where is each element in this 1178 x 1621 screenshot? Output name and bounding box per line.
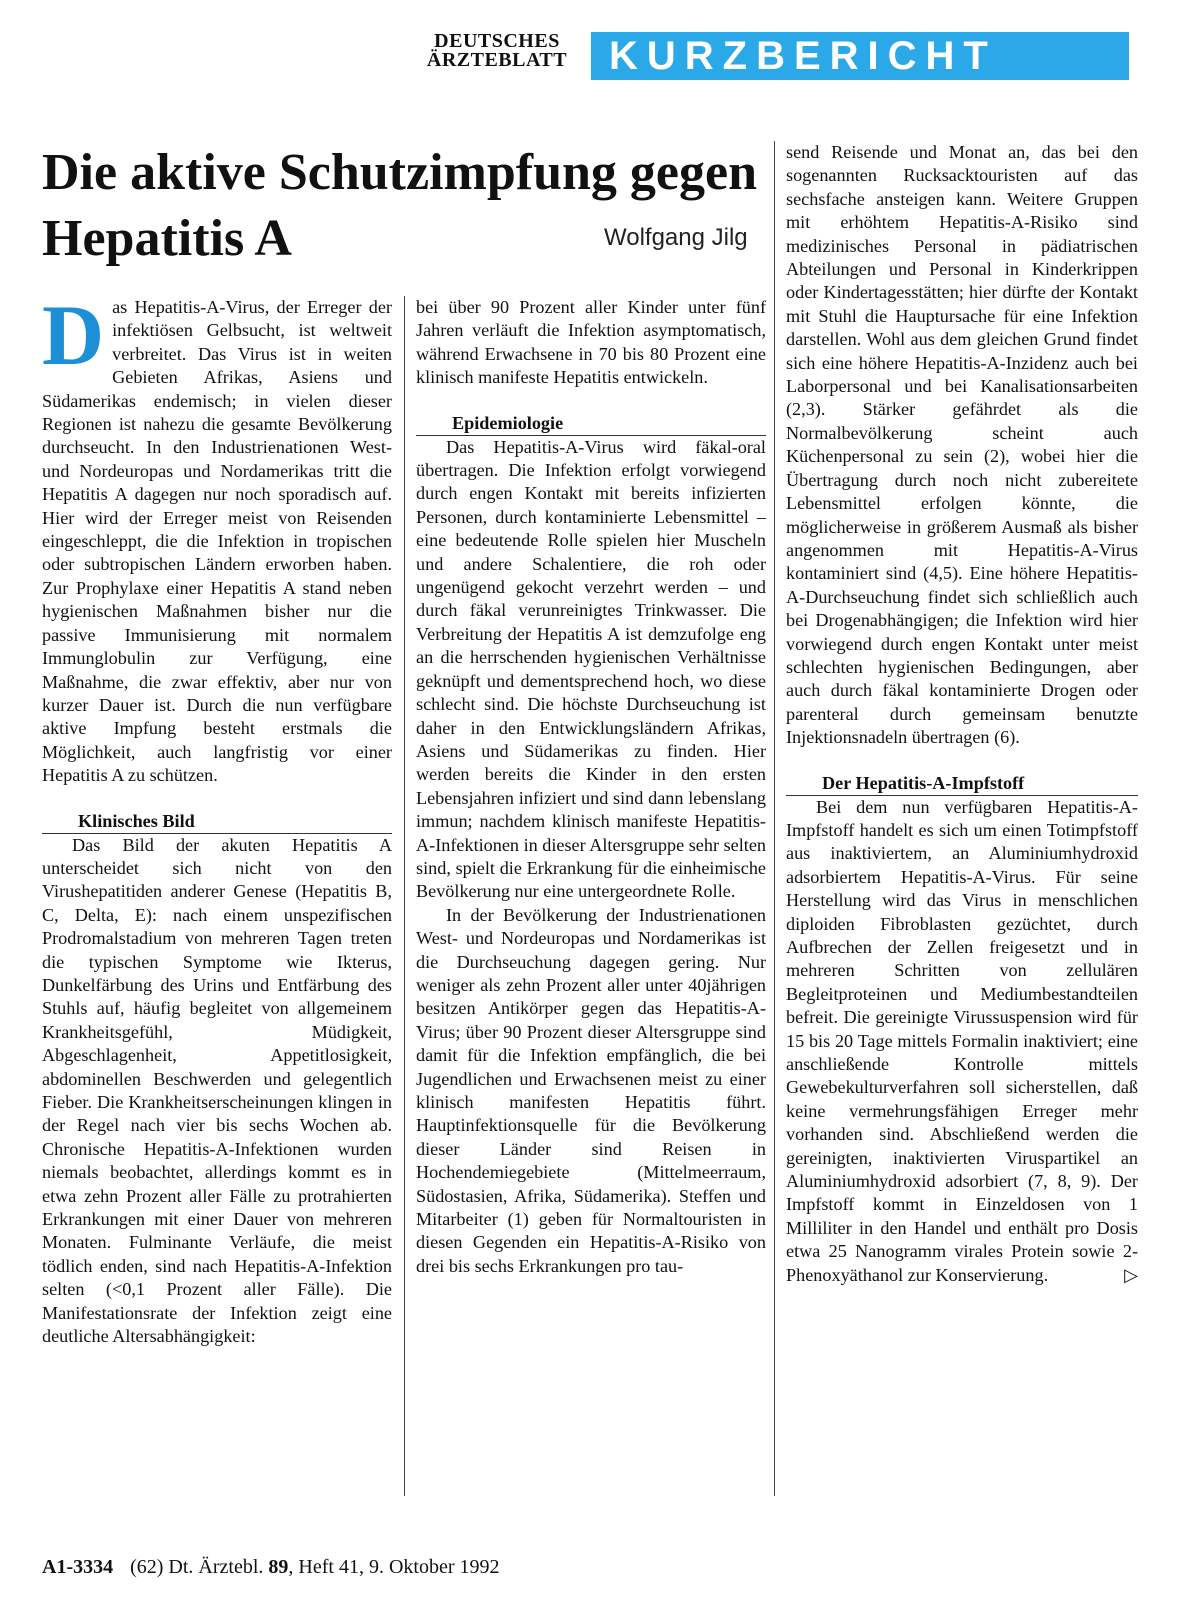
body-paragraph: send Reisende und Monat an, das bei den sogenannten Rucksacktouristen auf das sechsfache ansteigen kann. Weitere Gruppen mit erhöhtem Hepatitis-A-Risiko sind medizinisches Personal in pädiatrischen Abteilungen und Personal in Kinderkrippen oder Kindertagesstätten; hier dürfte der Kontakt mit Stuhl die Hauptursache für eine Infektion darstellen. Wohl aus dem gleichen Grund findet sich eine höhere Hepatitis-A-Inzidenz auch bei Laborpersonal und bei Kanalisationsarbeiten (2,3). Stärker gefährdet als die Normalbevölkerung scheint auch Küchenpersonal zu sein (2), wobei hier die Übertragung durch noch nicht zubereitete Lebensmittel erfolgen könnte, die möglicherweise in größerem Ausmaß als bisher angenommen mit Hepatitis-A-Virus kontaminiert sind (4,5). Eine höhere Hepatitis-A-Durchseuchung findet sich schließlich auch bei Drogenabhängigen; die Infektion wird hier vorwiegend durch engen Kontakt unter meist schlechten hygienischen Bedingungen, aber auch durch fäkal kontaminierte Drogen oder parenteral durch gemeinsam benutzte Injektionsnadeln übertragen (6). (786, 142, 1138, 748)
article-column-1 (42, 287, 392, 1348)
citation-suffix: , Heft 41, 9. Oktober 1992 (288, 1556, 500, 1578)
section-banner: KURZBERICHT (591, 32, 1129, 80)
continue-arrow-icon: ▷ (1124, 1264, 1138, 1286)
body-text: Bei dem nun verfügbaren Hepatitis-A-Impfstoff handelt es sich um einen Totimpfstoff aus inaktiviertem, an Aluminiumhydroxid adsorbiertem Hepatitis-A-Virus. Für seine Herstellung wird das Virus in menschlichen diploiden Fibroblasten gezüchtet, durch Aufbrechen der Zellen freigesetzt und in mehreren Schritten von zellulären Begleitproteinen und Mediumbestandteilen befreit. Die gereinigte Virussuspension wird für 15 bis 20 Tage mittels Formalin inaktiviert; eine anschließende Kontrolle mittels Gewebekulturverfahren soll sicherstellen, daß keine vermehrungsfähigen Erreger mehr vorhanden sind. Abschließend werden die gereinigten, inaktivierten Viruspartikel an Aluminiumhydroxid adsorbiert (7, 8, 9). Der Impfstoff kommt in Einzeldosen von 1 Milliliter in den Handel und enthält pro Dosis etwa 25 Nanogramm virales Protein sowie 2-Phenoxyäthanol zur Konservierung. (786, 796, 1138, 1285)
body-paragraph: bei über 90 Prozent aller Kinder unter fünf Jahren verläuft die Infektion asymptomatisch, während Erwachsene in 70 bis 80 Prozent eine klinisch manifeste Hepatitis entwickeln. (416, 297, 766, 388)
citation-prefix: (62) Dt. Ärztebl. (130, 1556, 264, 1578)
journal-name (411, 32, 583, 70)
page-footer (42, 1556, 499, 1579)
section-heading-clinical: Klinisches Bild (42, 810, 392, 834)
article-column-2 (416, 296, 766, 1278)
section-heading-vaccine: Der Hepatitis-A-Impfstoff (786, 772, 1138, 796)
section-heading-epidemiology: Epidemiologie (416, 412, 766, 436)
article-title: Die aktive Schutzimpfung gegen Hepatitis A (42, 144, 757, 267)
body-paragraph: Das Bild der akuten Hepatitis A unterscheidet sich nicht von den Virushepatitiden anderer Genese (Hepatitis B, C, Delta, E): nach einem unspezifischen Prodromalstadium von mehreren Tagen treten die typischen Symptome wie Ikterus, Dunkelfärbung des Urins und Entfärbung des Stuhls auf, häufig begleitet von allgemeinem Krankheitsgefühl, Müdigkeit, Abgeschlagenheit, Appetitlosigkeit, abdominellen Beschwerden und gelegentlich Fieber. Die Krankheitserscheinungen klingen in der Regel nach vier bis sechs Wochen ab. Chronische Hepatitis-A-Infektionen wurden niemals beobachtet, allerdings kommt es in etwa zehn Prozent aller Fälle zu protrahierten Erkrankungen mit einer Dauer von mehreren Monaten. Fulminante Verläufe, die meist tödlich enden, sind nach Hepatitis-A-Infektion selten (<0,1 Prozent aller Fälle). Die Manifestationsrate der Infektion zeigt eine deutliche Altersabhängigkeit: (42, 834, 392, 1347)
intro-paragraph (42, 287, 392, 788)
column-divider (774, 141, 775, 1496)
page-code: A1-3334 (42, 1556, 114, 1578)
column-divider (404, 296, 405, 1496)
journal-name-line1: DEUTSCHES (434, 30, 560, 52)
volume-number: 89 (268, 1556, 289, 1578)
drop-cap: D (42, 287, 105, 383)
body-paragraph (786, 796, 1138, 1288)
article-author: Wolfgang Jilg (604, 224, 748, 251)
body-paragraph: Das Hepatitis-A-Virus wird fäkal-oral übertragen. Die Infektion erfolgt vorwiegend durch engen Kontakt mit bereits infizierten Personen, durch kontaminierte Lebensmittel – eine bedeutende Rolle spielen hier Muscheln und andere Schalentiere, die roh oder ungenügend gekocht verzehrt werden – und durch fäkal verunreinigtes Trinkwasser. Die Verbreitung der Hepatitis A ist demzufolge eng an die herrschenden hygienischen Verhältnisse geknüpft und dementsprechend hoch, wo diese schlecht sind. Die höchste Durchseuchung ist daher in den Entwicklungsländern Afrikas, Asiens und Südamerikas zu finden. Hier werden bereits die Kinder in den ersten Lebensjahren infiziert und sind dann lebenslang immun; nachdem klinisch manifeste Hepatitis-A-Infektionen in dieser Altersgruppe sehr selten sind, spielt die Erkrankung für die einheimische Bevölkerung nur eine untergeordnete Rolle. (416, 436, 767, 902)
body-paragraph: In der Bevölkerung der Industrienationen West- und Nordeuropas und Nordamerikas ist die Durchseuchung dagegen gering. Nur weniger als zehn Prozent aller unter 40jährigen besitzen Antikörper gegen das Hepatitis-A-Virus; über 90 Prozent dieser Altersgruppe sind damit für die Infektion empfänglich, die bei Jugendlichen und Erwachsenen meist zu einer klinisch manifesten Hepatitis führt. Hauptinfektionsquelle für die Bevölkerung dieser Länder sind Reisen in Hochendemiegebiete (Mittelmeerraum, Südostasien, Afrika, Südamerika). Steffen und Mitarbeiter (1) geben für Normaltouristen in diesen Gegenden ein Hepatitis-A-Risiko von drei bis sechs Erkrankungen pro tau- (416, 904, 766, 1276)
article-column-3 (786, 141, 1138, 1287)
journal-name-line2: ÄRZTEBLATT (426, 49, 568, 71)
intro-text: as Hepatitis-A-Virus, der Erreger der infektiösen Gelbsucht, ist weltweit verbreitet. Das Virus ist in weiten Gebieten Afrikas, Asiens und Südamerikas endemisch; in vielen dieser Regionen ist nahezu die gesamte Bevölkerung durchseucht. In den Industrienationen West- und Nordeuropas und Nordamerikas tritt die Hepatitis A dagegen nur noch sporadisch auf. Hier wird der Erreger meist von Reisenden eingeschleppt, die die Infektion in tropischen oder subtropischen Ländern erworben haben. Zur Prophylaxe einer Hepatitis A stand neben hygienischen Maßnahmen bisher nur die passive Immunisierung mit normalem Immunglobulin zur Verfügung, eine Maßnahme, die zwar effektiv, aber nur von kurzer Dauer ist. Durch die nun verfügbare aktive Impfung besteht erstmals die Möglichkeit, auch langfristig vor einer Hepatitis A zu schützen. (42, 297, 392, 786)
